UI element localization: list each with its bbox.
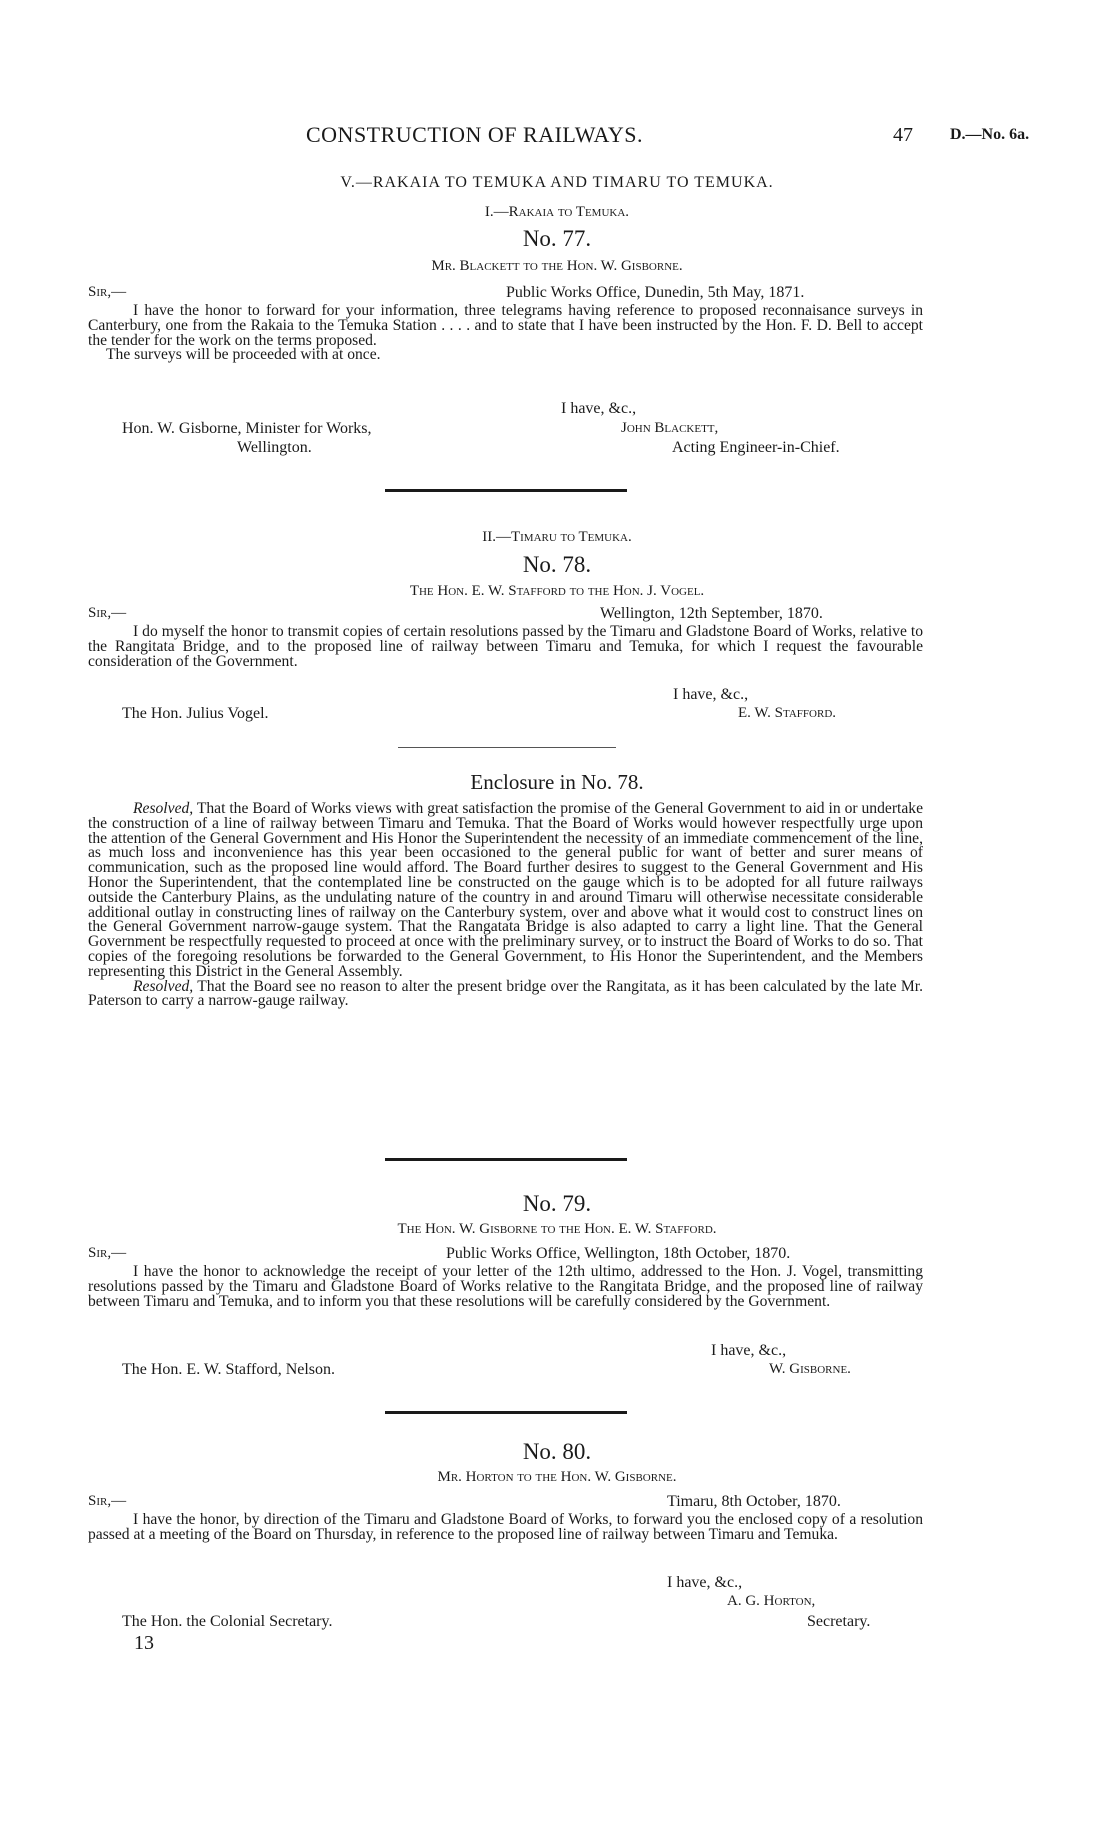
letter-79-from-to: The Hon. W. Gisborne to the Hon. E. W. Stafford. — [397, 1221, 717, 1237]
letter-78-from-to: The Hon. E. W. Stafford to the Hon. J. Vogel. — [409, 583, 705, 599]
letter-80-number: No. 80. — [522, 1439, 592, 1464]
letter-80-paragraph: I have the honor, by direction of the Timaru and Gladstone Board of Works, to forward you the enclosed copy of a resolution passed at a meeting of the Board on Thursday, in reference to the proposed line of railway between Timaru and Temuka. — [88, 1511, 923, 1543]
section-divider-3 — [385, 1411, 627, 1414]
letter-80-from-to: Mr. Horton to the Hon. W. Gisborne. — [437, 1469, 677, 1485]
letter-77-number: No. 77. — [522, 226, 592, 251]
letter-78-place-date: Wellington, 12th September, 1870. — [600, 605, 823, 622]
enclosure-paragraph-2 — [88, 977, 924, 1010]
enclosure-title: Enclosure in No. 78. — [470, 770, 644, 794]
printer-signature-mark: 13 — [134, 1632, 154, 1654]
letter-77-from-to: Mr. Blackett to the Hon. W. Gisborne. — [431, 258, 683, 274]
enclosure-body — [88, 802, 923, 1009]
letter-79-paragraph: I have the honor to acknowledge the receipt of your letter of the 12th ultimo, addressed to the Hon. J. Vogel, transmitting resolutions passed by the Timaru and Gladstone Board of Works relative to the Rangitata Bridge, and the proposed line of railway between Timaru and Temuka, and to inform you that these resolutions will be carefully considered by the Government. — [88, 1263, 923, 1310]
enclosure-divider — [398, 747, 616, 748]
letter-78-body — [88, 625, 923, 669]
running-title: CONSTRUCTION OF RAILWAYS. — [306, 122, 644, 147]
resolution-1-text: That the Board of Works views with great satisfaction the promise of the General Government to aid in or undertake the construction of a line of railway between Timaru and Temuka. That the Board of Works would however respectfully urge upon the attention of the General Government and His Honor the Superintendent the necessity of an immediate commencement of the line, as much loss and inconvenience has this year been occasioned to the general public for want of better and surer means of communication, such as the proposed line would afford. The Board further desires to suggest to the General Government and His Honor the Superintendent, that the contemplated line be constructed on the gauge which is to be adopted for all future railways outside the Canterbury Plains, as the undulating nature of the country in and around Timaru will otherwise necessitate considerable additional outlay in constructing lines of railway on the Canterbury system, over and above what it would cost to construct lines on the General Government narrow-gauge system. That the Rangatata Bridge is also adapted to carry a light line. That the General Government be respectfully requested to proceed at once with the preliminary survey, or to instruct the Board of Works to do so. That copies of the foregoing resolutions be forwarded to the General Government, to His Honor the Superintendent, and the Members representing this District in the General Assembly. — [88, 800, 923, 980]
letter-78-closing: I have, &c., — [673, 686, 749, 703]
letter-77-addressee-2: Wellington. — [237, 439, 312, 456]
resolved-label-2: Resolved, — [133, 977, 194, 995]
section-divider-2 — [385, 1158, 627, 1161]
resolution-2-text: That the Board see no reason to alter the present bridge over the Rangitata, as it has been calculated by the late Mr. Paterson to carry a narrow-gauge railway. — [88, 977, 924, 1010]
letter-79-signer: W. Gisborne. — [769, 1361, 851, 1377]
letter-77-signer: John Blackett, — [621, 420, 719, 436]
letter-77-place-date: Public Works Office, Dunedin, 5th May, 1871. — [506, 284, 805, 301]
letter-79-number: No. 79. — [522, 1191, 592, 1216]
page-number: 47 — [893, 124, 913, 146]
document-reference: D.—No. 6a. — [950, 126, 1030, 143]
letter-80-signer: A. G. Horton, — [727, 1593, 816, 1609]
letter-78-signer: E. W. Stafford. — [738, 705, 837, 721]
letter-77-paragraph-2: The surveys will be proceeded with at once. — [106, 346, 381, 364]
letter-80-body — [88, 1513, 923, 1543]
letter-78-addressee: The Hon. Julius Vogel. — [122, 705, 269, 722]
letter-77-closing: I have, &c., — [561, 400, 637, 417]
letter-79-salutation: Sir,— — [88, 1245, 127, 1261]
enclosure-paragraph-1 — [88, 802, 923, 980]
section-subtitle-rakaia: I.—Rakaia to Temuka. — [484, 204, 630, 220]
letter-80-salutation: Sir,— — [88, 1493, 127, 1509]
letter-78-salutation: Sir,— — [88, 605, 127, 621]
letter-79-body — [88, 1265, 923, 1309]
letter-80-place-date: Timaru, 8th October, 1870. — [667, 1493, 841, 1510]
resolved-label: Resolved, — [133, 800, 194, 817]
letter-77-signer-title: Acting Engineer-in-Chief. — [672, 439, 840, 456]
letter-78-number: No. 78. — [522, 552, 592, 577]
letter-78-paragraph: I do myself the honor to transmit copies of certain resolutions passed by the Timaru and Gladstone Board of Works, relative to the Rangitata Bridge, and to the proposed line of railway between Timaru and Temuka, for which I request the favourable consideration of the Government. — [88, 623, 923, 670]
letter-77-salutation: Sir,— — [88, 284, 127, 300]
letter-77-body — [88, 304, 923, 363]
section-title: V.—RAKAIA TO TEMUKA AND TIMARU TO TEMUKA. — [340, 174, 774, 191]
section-divider — [385, 489, 627, 492]
section-subtitle-timaru: II.—Timaru to Temuka. — [482, 529, 632, 545]
letter-77-paragraph: I have the honor to forward for your information, three telegrams having reference to proposed reconnaisance surveys in Canterbury, one from the Rakaia to the Temuka Station . . . . and to state that I have been instructed by the Hon. F. D. Bell to accept the tender for the work on the terms proposed. — [88, 302, 923, 349]
letter-80-closing: I have, &c., — [667, 1574, 743, 1591]
letter-79-place-date: Public Works Office, Wellington, 18th October, 1870. — [446, 1245, 791, 1262]
letter-79-closing: I have, &c., — [711, 1342, 787, 1359]
letter-79-addressee: The Hon. E. W. Stafford, Nelson. — [122, 1361, 336, 1378]
letter-80-signer-title: Secretary. — [807, 1613, 871, 1630]
letter-77-addressee-1: Hon. W. Gisborne, Minister for Works, — [122, 420, 372, 437]
letter-80-addressee: The Hon. the Colonial Secretary. — [122, 1613, 333, 1630]
